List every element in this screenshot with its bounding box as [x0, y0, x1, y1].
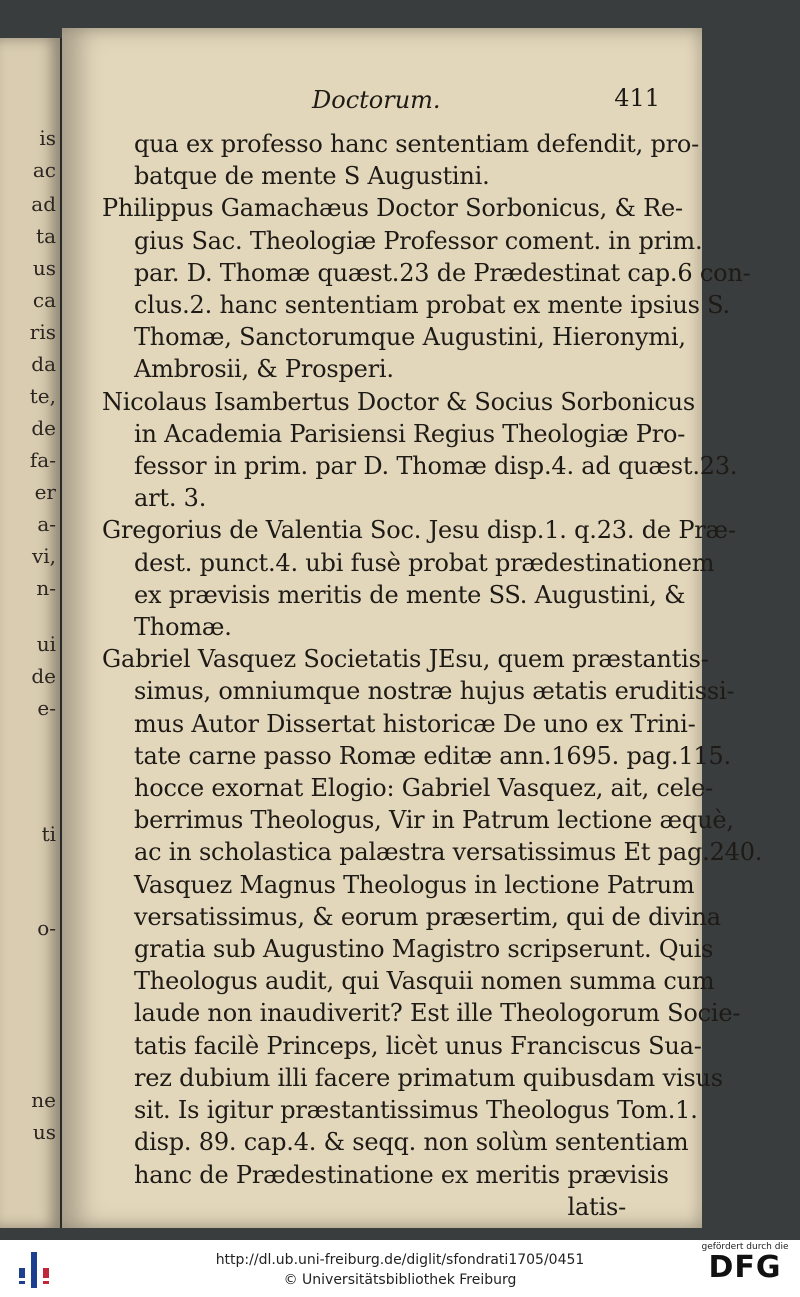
left-fragment: ris: [29, 320, 56, 344]
text-line: gius Sac. Theologiæ Professor coment. in prim.: [134, 226, 703, 255]
viewer-footer: [0, 1240, 800, 1297]
text-line: hanc de Prædestinatione ex meritis prævisis: [134, 1160, 669, 1189]
left-page-edge: [0, 38, 62, 1228]
text-line: gratia sub Augustino Magistro scripserunt. Quis: [134, 935, 714, 964]
left-fragment: er: [34, 480, 56, 504]
dfg-funding-badge: [700, 1242, 790, 1284]
text-line: art. 3.: [134, 484, 207, 513]
left-fragment: us: [32, 256, 56, 280]
page-text: [100, 84, 763, 1223]
left-fragment: ui: [36, 632, 56, 656]
text-line: Ambrosii, & Prosperi.: [134, 355, 394, 384]
copyright-notice: © Universitätsbibliothek Freiburg: [283, 1272, 517, 1288]
left-fragment: e-: [37, 696, 56, 720]
left-fragment: ad: [31, 192, 56, 216]
text-line: Gabriel Vasquez Societatis JEsu, quem præstantis-: [102, 645, 709, 674]
text-line: tatis facilè Princeps, licèt unus Franciscus Sua-: [134, 1031, 702, 1060]
left-fragment: ta: [36, 224, 56, 248]
text-line: dest. punct.4. ubi fusè probat prædestinationem: [134, 548, 715, 577]
text-line: simus, omniumque nostræ hujus ætatis eruditissi-: [134, 677, 735, 706]
left-fragment: da: [31, 352, 56, 376]
text-line: batque de mente S Augustini.: [134, 162, 490, 191]
catchword: latis-: [567, 1192, 626, 1221]
text-line: rez dubium illi facere primatum quibusdam visus: [134, 1063, 723, 1092]
left-fragment: is: [39, 126, 56, 150]
left-fragment: fa-: [29, 448, 56, 472]
text-line: par. D. Thomæ quæst.23 de Prædestinat cap.6 con-: [134, 258, 751, 287]
text-line: Nicolaus Isambertus Doctor & Socius Sorbonicus: [102, 387, 695, 416]
left-fragment: a-: [37, 512, 56, 536]
text-line: qua ex professo hanc sententiam defendit, pro-: [134, 130, 700, 158]
left-fragment: te,: [29, 384, 56, 408]
left-fragment: vi,: [31, 544, 56, 568]
left-fragment: de: [31, 416, 56, 440]
text-line: fessor in prim. par D. Thomæ disp.4. ad quæst.23.: [134, 452, 738, 481]
text-line: tate carne passo Romæ editæ ann.1695. pag.115.: [134, 741, 731, 770]
permalink-url[interactable]: http://dl.ub.uni-freiburg.de/diglit/sfondrati1705/0451: [215, 1252, 585, 1268]
left-fragment: ca: [32, 288, 56, 312]
text-line: mus Autor Dissertat historicæ De uno ex Trini-: [134, 709, 696, 738]
text-line: Theologus audit, qui Vasquii nomen summa cum: [134, 967, 715, 996]
page-header: [100, 86, 660, 128]
text-line: Gregorius de Valentia Soc. Jesu disp.1. q.23. de Præ-: [102, 516, 736, 545]
text-line: in Academia Parisiensi Regius Theologiæ Pro-: [134, 419, 686, 448]
text-line: ex prævisis meritis de mente SS. Augustini, &: [134, 580, 686, 609]
left-fragment: us: [32, 1120, 56, 1144]
text-line: hocce exornat Elogio: Gabriel Vasquez, ait, cele-: [134, 774, 714, 803]
left-fragment: de: [31, 664, 56, 688]
text-line: versatissimus, & eorum præsertim, qui de divina: [134, 902, 721, 931]
text-line: Philippus Gamachæus Doctor Sorbonicus, & Re-: [102, 194, 683, 223]
funding-caption: gefördert durch die: [701, 1242, 789, 1252]
text-line: clus.2. hanc sententiam probat ex mente ipsius S.: [134, 291, 730, 320]
book-page: [62, 28, 763, 1228]
text-line: Vasquez Magnus Theologus in lectione Patrum: [134, 870, 695, 899]
text-line: sit. Is igitur præstantissimus Theologus Tom.1.: [134, 1096, 698, 1125]
text-line: Thomæ, Sanctorumque Augustini, Hieronymi,: [134, 323, 686, 352]
left-fragment: n-: [36, 576, 56, 600]
text-line: berrimus Theologus, Vir in Patrum lectione æquè,: [134, 806, 734, 835]
page-number: 411: [614, 84, 660, 112]
dfg-logo: DFG: [708, 1250, 782, 1285]
left-fragment: ne: [31, 1088, 56, 1112]
text-line: Thomæ.: [134, 613, 232, 642]
text-line: ac in scholastica palæstra versatissimus Et pag.240.: [134, 838, 763, 867]
left-fragment: ac: [32, 158, 56, 182]
running-head: Doctorum.: [312, 86, 441, 114]
text-line: laude non inaudiverit? Est ille Theologorum Socie-: [134, 999, 741, 1028]
text-line: disp. 89. cap.4. & seqq. non solùm sententiam: [134, 1128, 689, 1157]
left-fragment: o-: [37, 916, 56, 940]
left-fragment: ti: [41, 822, 56, 846]
